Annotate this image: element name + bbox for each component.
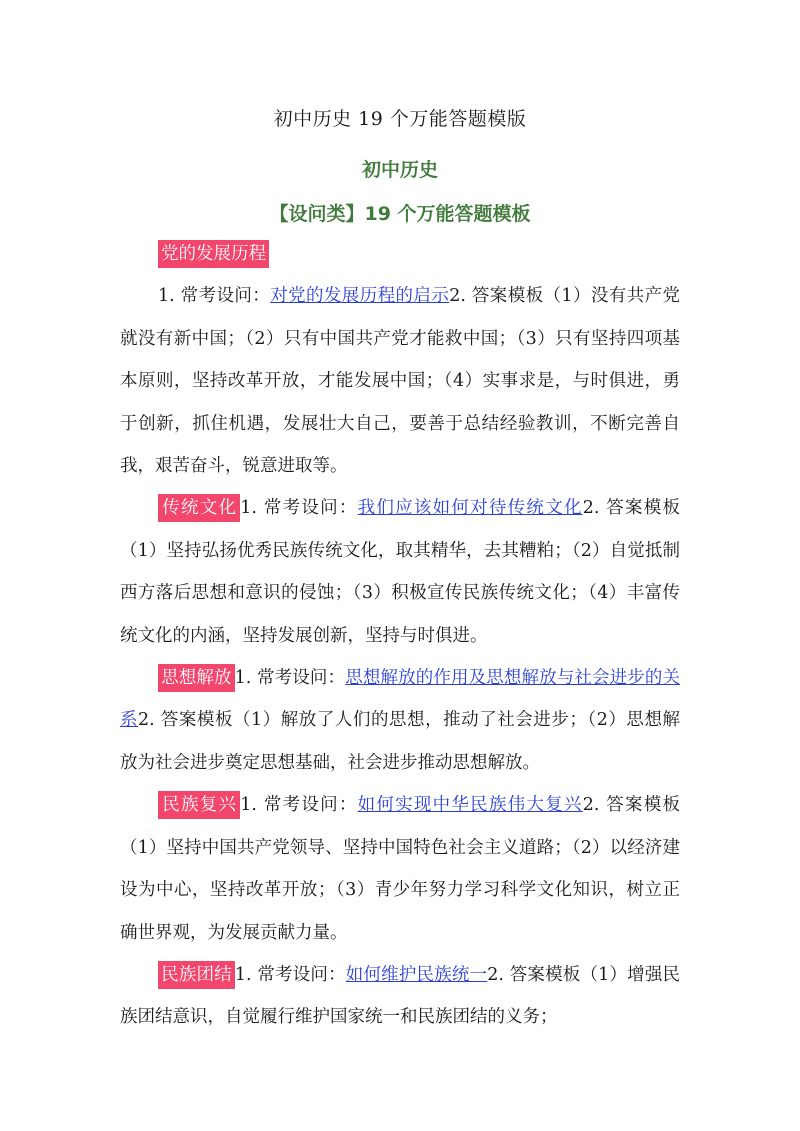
section-heading: 【设问类】19 个万能答题模板: [269, 203, 531, 225]
answer-text: （1）坚持弘扬优秀民族传统文化，取其精华，去其糟粕；（2）自觉抵制西方落后思想和意识的侵蚀；（3）积极宣传民族传统文化；（4）丰富传统文化的内涵，坚持发展创新，坚持与时俱进。: [120, 540, 680, 646]
answer-label: 2. 答案模板: [582, 795, 681, 816]
question-link[interactable]: 思想解放的作用及思想解放与社会进步的关系: [120, 668, 681, 731]
question-link[interactable]: 如何维护民族统一: [345, 964, 488, 985]
question-label: 1. 常考设问：: [234, 964, 346, 985]
topic-tag: 传统文化: [158, 494, 240, 522]
answer-label: 2. 答案模板: [487, 964, 581, 985]
answer-text: （1）解放了人们的思想，推动了社会进步；（2）思想解放为社会进步奠定思想基础，社会进步推动思想解放。: [120, 710, 681, 773]
answer-text: （1）增强民族团结意识，自觉履行维护国家统一和民族团结的义务；: [120, 964, 681, 1028]
section-paragraph: [120, 784, 680, 954]
document-body: [120, 233, 680, 1039]
section-paragraph: [120, 487, 680, 657]
topic-tag: 民族团结: [158, 961, 235, 989]
question-link[interactable]: 我们应该如何对待传统文化: [357, 498, 583, 519]
question-link[interactable]: 如何实现中华民族伟大复兴: [357, 795, 583, 816]
answer-label: 2. 答案模板: [449, 286, 544, 307]
section-paragraph: [120, 954, 680, 1039]
answer-text: （1）坚持中国共产党领导、坚持中国特色社会主义道路；（2）以经济建设为中心，坚持改革开放；（3）青少年努力学习科学文化知识，树立正确世界观，为发展贡献力量。: [120, 837, 680, 943]
topic-tag: 党的发展历程: [158, 240, 269, 268]
answer-label: 2. 答案模板: [582, 498, 681, 519]
question-label: 1. 常考设问：: [158, 286, 271, 307]
question-link[interactable]: 对党的发展历程的启示: [270, 286, 450, 307]
topic-tag: 民族复兴: [158, 791, 240, 819]
section-paragraph: [120, 275, 680, 487]
section-tag-paragraph: [158, 233, 680, 275]
question-label: 1. 常考设问：: [234, 668, 346, 689]
section-paragraph: [120, 657, 680, 784]
question-label: 1. 常考设问：: [240, 795, 358, 816]
question-label: 1. 常考设问：: [240, 498, 358, 519]
topic-tag: 思想解放: [158, 664, 235, 692]
answer-label: 2. 答案模板: [138, 710, 234, 731]
subject-heading: 初中历史: [361, 159, 438, 181]
document-title: 初中历史 19 个万能答题模版: [273, 108, 527, 130]
answer-text: （1）没有共产党就没有新中国；（2）只有中国共产党才能救中国；（3）只有坚持四项基本原则，坚持改革开放，才能发展中国；（4）实事求是，与时俱进，勇于创新，抓住机遇，发展壮大自己，要善于总结经验教训，不断完善自我，艰苦奋斗，锐意进取等。: [120, 286, 680, 477]
